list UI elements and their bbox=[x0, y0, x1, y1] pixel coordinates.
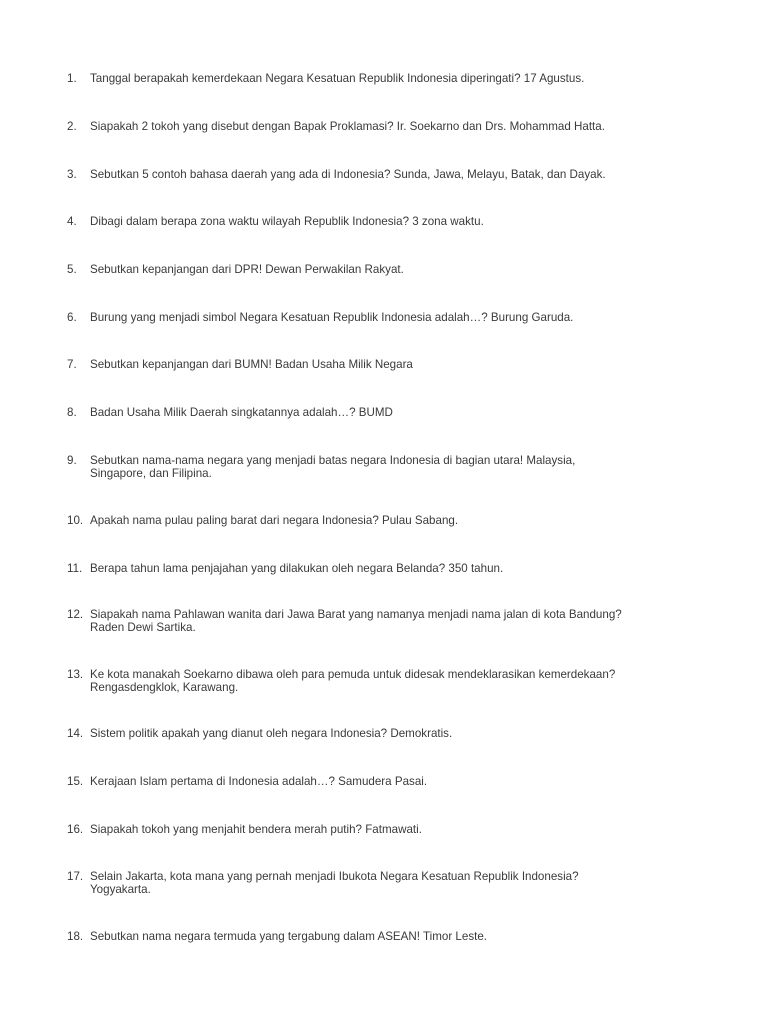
item-number: 10. bbox=[67, 514, 84, 527]
item-number: 6. bbox=[67, 311, 77, 324]
item-text: Sebutkan 5 contoh bahasa daerah yang ada di Indonesia? Sunda, Jawa, Melayu, Batak, dan Dayak. bbox=[90, 168, 606, 181]
item-text: Sebutkan kepanjangan dari BUMN! Badan Usaha Milik Negara bbox=[90, 358, 413, 371]
item-text: Ke kota manakah Soekarno dibawa oleh para pemuda untuk didesak mendeklarasikan kemerdekaan? Rengasdengklok, Karawang. bbox=[90, 668, 616, 694]
item-number: 8. bbox=[67, 406, 77, 419]
item-text: Burung yang menjadi simbol Negara Kesatuan Republik Indonesia adalah…? Burung Garuda. bbox=[90, 311, 574, 324]
item-text: Sistem politik apakah yang dianut oleh negara Indonesia? Demokratis. bbox=[90, 727, 453, 740]
item-text: Sebutkan nama negara termuda yang tergabung dalam ASEAN! Timor Leste. bbox=[90, 930, 488, 943]
item-number: 12. bbox=[67, 608, 84, 621]
item-text: Kerajaan Islam pertama di Indonesia adalah…? Samudera Pasai. bbox=[90, 775, 428, 788]
item-number: 1. bbox=[67, 72, 77, 85]
item-text: Sebutkan nama-nama negara yang menjadi batas negara Indonesia di bagian utara! Malaysia, Singapore, dan Filipina. bbox=[90, 454, 576, 480]
item-number: 5. bbox=[67, 263, 77, 276]
item-text: Siapakah nama Pahlawan wanita dari Jawa Barat yang namanya menjadi nama jalan di kota Bandung? Raden Dewi Sartika. bbox=[90, 608, 622, 634]
item-number: 15. bbox=[67, 775, 84, 788]
item-text: Dibagi dalam berapa zona waktu wilayah Republik Indonesia? 3 zona waktu. bbox=[90, 215, 484, 228]
item-text: Badan Usaha Milik Daerah singkatannya adalah…? BUMD bbox=[90, 406, 393, 419]
item-number: 3. bbox=[67, 168, 77, 181]
item-number: 13. bbox=[67, 668, 84, 681]
item-text: Selain Jakarta, kota mana yang pernah menjadi Ibukota Negara Kesatuan Republik Indonesia? Yogyakarta. bbox=[90, 870, 579, 896]
item-number: 17. bbox=[67, 870, 84, 883]
item-text: Tanggal berapakah kemerdekaan Negara Kesatuan Republik Indonesia diperingati? 17 Agustus. bbox=[90, 72, 585, 85]
item-number: 7. bbox=[67, 358, 77, 371]
item-number: 16. bbox=[67, 823, 84, 836]
item-number: 2. bbox=[67, 120, 77, 133]
item-number: 9. bbox=[67, 454, 77, 467]
item-number: 14. bbox=[67, 727, 84, 740]
item-text: Berapa tahun lama penjajahan yang dilakukan oleh negara Belanda? 350 tahun. bbox=[90, 562, 504, 575]
item-text: Sebutkan kepanjangan dari DPR! Dewan Perwakilan Rakyat. bbox=[90, 263, 404, 276]
item-number: 4. bbox=[67, 215, 77, 228]
item-text: Siapakah 2 tokoh yang disebut dengan Bapak Proklamasi? Ir. Soekarno dan Drs. Mohammad Hatta. bbox=[90, 120, 605, 133]
item-number: 18. bbox=[67, 930, 84, 943]
item-text: Siapakah tokoh yang menjahit bendera merah putih? Fatmawati. bbox=[90, 823, 422, 836]
item-number: 11. bbox=[67, 562, 83, 575]
item-text: Apakah nama pulau paling barat dari negara Indonesia? Pulau Sabang. bbox=[90, 514, 459, 527]
